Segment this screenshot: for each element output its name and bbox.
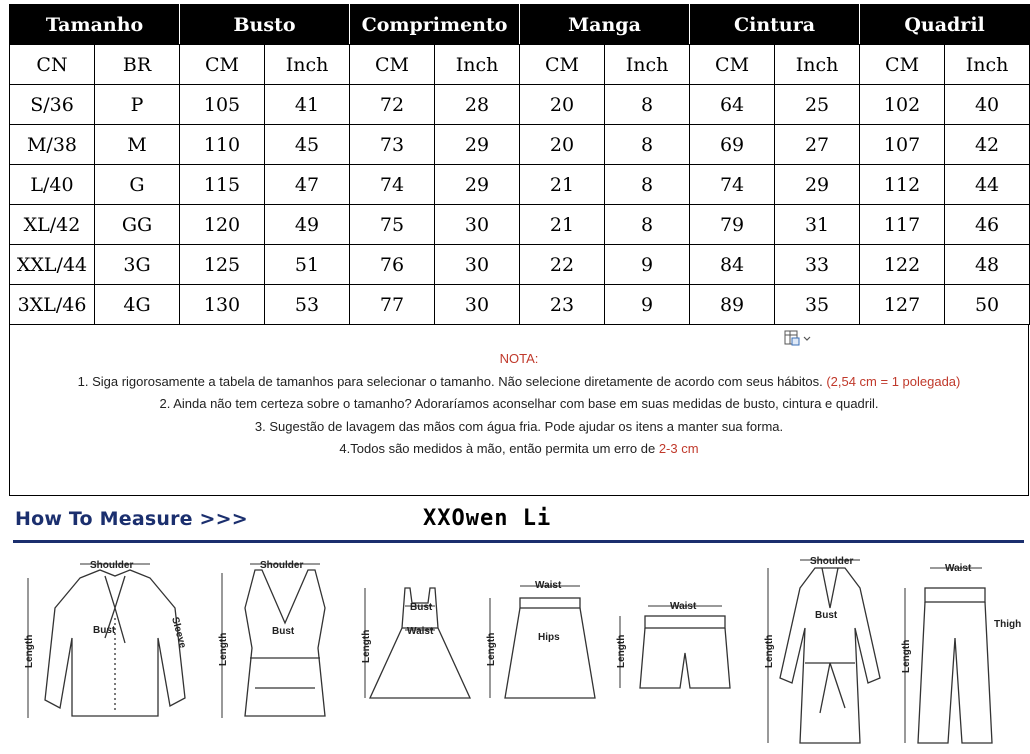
measure-cell: 35 — [775, 285, 860, 325]
measure-cell: 8 — [605, 165, 690, 205]
measure-cell: 21 — [520, 165, 605, 205]
size-cn-cell: XL/42 — [10, 205, 95, 245]
measure-cell: 31 — [775, 205, 860, 245]
measure-cell: 20 — [520, 125, 605, 165]
header-manga: Manga — [520, 5, 690, 45]
measure-cell: 8 — [605, 125, 690, 165]
size-cn-cell: S/36 — [10, 85, 95, 125]
measure-cell: 44 — [945, 165, 1030, 205]
measure-cell: 8 — [605, 85, 690, 125]
tank-top-illustration — [245, 570, 325, 716]
measure-cell: 40 — [945, 85, 1030, 125]
size-br-cell: M — [95, 125, 180, 165]
measure-cell: 25 — [775, 85, 860, 125]
label-length-4: Length — [486, 632, 497, 666]
label-hips: Hips — [538, 632, 560, 643]
note-line-2: 2. Ainda não tem certeza sobre o tamanho? Adoraríamos aconselhar com base em suas medidas de busto, cintura e quadril. — [159, 396, 879, 411]
measure-cell: 29 — [775, 165, 860, 205]
measure-cell: 75 — [350, 205, 435, 245]
label-length-6: Length — [764, 634, 775, 668]
unit-cell: CN — [10, 45, 95, 85]
note-line-1-highlight: (2,54 cm = 1 polegada) — [826, 373, 961, 389]
measure-cell: 48 — [945, 245, 1030, 285]
label-waist-5: Waist — [670, 601, 697, 612]
measure-cell: 110 — [180, 125, 265, 165]
note-line-4-highlight: 2-3 cm — [658, 441, 699, 456]
measure-cell: 8 — [605, 205, 690, 245]
note-line-1-text: 1. Siga rigorosamente a tabela de tamanhos para selecionar o tamanho. Não selecione diretamente de acordo com seus hábitos. — [77, 373, 827, 389]
measure-cell: 69 — [690, 125, 775, 165]
unit-cell: CM — [520, 45, 605, 85]
measure-cell: 46 — [945, 205, 1030, 245]
size-br-cell: 3G — [95, 245, 180, 285]
label-sleeve: Sleeve — [169, 615, 188, 650]
brand-name: XXOwen Li — [423, 506, 552, 531]
unit-cell: Inch — [435, 45, 520, 85]
label-length-5: Length — [616, 634, 627, 668]
table-row — [10, 165, 1030, 205]
table-row — [10, 285, 1030, 325]
label-bust-6: Bust — [815, 610, 838, 621]
notes-text — [10, 348, 1028, 461]
measure-cell: 115 — [180, 165, 265, 205]
size-cn-cell: 3XL/46 — [10, 285, 95, 325]
unit-cell: Inch — [265, 45, 350, 85]
measure-cell: 72 — [350, 85, 435, 125]
table-row — [10, 205, 1030, 245]
label-bust-1: Bust — [93, 625, 116, 636]
measure-cell: 74 — [350, 165, 435, 205]
header-quadril: Quadril — [860, 5, 1030, 45]
measure-cell: 79 — [690, 205, 775, 245]
shorts-illustration — [640, 616, 730, 688]
size-cn-cell: L/40 — [10, 165, 95, 205]
label-shoulder-2: Shoulder — [260, 560, 304, 571]
measure-cell: 45 — [265, 125, 350, 165]
note-line-4 — [10, 438, 1028, 461]
measure-cell: 127 — [860, 285, 945, 325]
measure-cell: 41 — [265, 85, 350, 125]
measure-cell: 50 — [945, 285, 1030, 325]
measure-cell: 9 — [605, 245, 690, 285]
measure-cell: 30 — [435, 205, 520, 245]
measure-cell: 51 — [265, 245, 350, 285]
measure-cell: 21 — [520, 205, 605, 245]
measure-cell: 122 — [860, 245, 945, 285]
banner-divider — [13, 540, 1024, 543]
label-shoulder-6: Shoulder — [810, 556, 854, 567]
header-cintura: Cintura — [690, 5, 860, 45]
table-row — [10, 125, 1030, 165]
label-thigh: Thigh — [994, 619, 1022, 630]
skirt-illustration — [505, 598, 595, 698]
measure-cell: 76 — [350, 245, 435, 285]
measure-cell: 105 — [180, 85, 265, 125]
measure-cell: 130 — [180, 285, 265, 325]
measure-cell: 22 — [520, 245, 605, 285]
measure-cell: 117 — [860, 205, 945, 245]
measurement-illustrations — [0, 548, 1030, 754]
measure-cell: 27 — [775, 125, 860, 165]
label-length-2: Length — [218, 632, 229, 666]
note-line-4-text: 4.Todos são medidos à mão, então permita um erro de — [339, 441, 659, 456]
measure-cell: 30 — [435, 285, 520, 325]
measure-cell: 120 — [180, 205, 265, 245]
unit-cell: CM — [860, 45, 945, 85]
label-bust-3: Bust — [410, 602, 433, 613]
label-waist-3: Waist — [407, 626, 434, 637]
measure-cell: 23 — [520, 285, 605, 325]
measure-cell: 42 — [945, 125, 1030, 165]
header-comprimento: Comprimento — [350, 5, 520, 45]
measure-cell: 30 — [435, 245, 520, 285]
measure-cell: 9 — [605, 285, 690, 325]
label-length-1: Length — [24, 634, 35, 668]
measure-cell: 77 — [350, 285, 435, 325]
measure-cell: 49 — [265, 205, 350, 245]
label-bust-2: Bust — [272, 626, 295, 637]
pants-illustration — [918, 588, 992, 743]
measure-cell: 33 — [775, 245, 860, 285]
table-row — [10, 245, 1030, 285]
measure-cell: 102 — [860, 85, 945, 125]
size-cn-cell: XXL/44 — [10, 245, 95, 285]
measure-cell: 107 — [860, 125, 945, 165]
size-br-cell: P — [95, 85, 180, 125]
unit-cell: Inch — [775, 45, 860, 85]
size-br-cell: G — [95, 165, 180, 205]
notes-box — [9, 324, 1029, 496]
measure-cell: 64 — [690, 85, 775, 125]
label-waist-7: Waist — [945, 563, 972, 574]
table-unit-row — [10, 45, 1030, 85]
size-cn-cell: M/38 — [10, 125, 95, 165]
paste-options-icon[interactable] — [783, 329, 815, 347]
measure-cell: 112 — [860, 165, 945, 205]
label-length-7: Length — [901, 639, 912, 673]
size-table — [9, 4, 1030, 325]
label-waist-4: Waist — [535, 580, 562, 591]
label-length-3: Length — [361, 629, 372, 663]
measure-cell: 29 — [435, 165, 520, 205]
unit-cell: Inch — [945, 45, 1030, 85]
blouse-illustration — [45, 570, 185, 716]
header-tamanho: Tamanho — [10, 5, 180, 45]
measure-cell: 47 — [265, 165, 350, 205]
table-header-row — [10, 5, 1030, 45]
header-busto: Busto — [180, 5, 350, 45]
measure-cell: 73 — [350, 125, 435, 165]
measure-cell: 28 — [435, 85, 520, 125]
size-br-cell: 4G — [95, 285, 180, 325]
note-line-3: 3. Sugestão de lavagem das mãos com água fria. Pode ajudar os itens a manter sua forma. — [254, 418, 784, 434]
measure-cell: 53 — [265, 285, 350, 325]
nota-title: NOTA: — [499, 351, 539, 366]
label-shoulder-1: Shoulder — [90, 560, 134, 571]
measure-cell: 74 — [690, 165, 775, 205]
unit-cell: CM — [690, 45, 775, 85]
unit-cell: BR — [95, 45, 180, 85]
table-row — [10, 85, 1030, 125]
unit-cell: Inch — [605, 45, 690, 85]
coat-illustration — [780, 568, 880, 743]
size-br-cell: GG — [95, 205, 180, 245]
measure-cell: 20 — [520, 85, 605, 125]
how-to-measure-title: How To Measure >>> — [15, 508, 248, 530]
measure-cell: 125 — [180, 245, 265, 285]
unit-cell: CM — [350, 45, 435, 85]
measure-cell: 84 — [690, 245, 775, 285]
note-line-1 — [10, 371, 1028, 394]
measure-cell: 29 — [435, 125, 520, 165]
measure-cell: 89 — [690, 285, 775, 325]
unit-cell: CM — [180, 45, 265, 85]
